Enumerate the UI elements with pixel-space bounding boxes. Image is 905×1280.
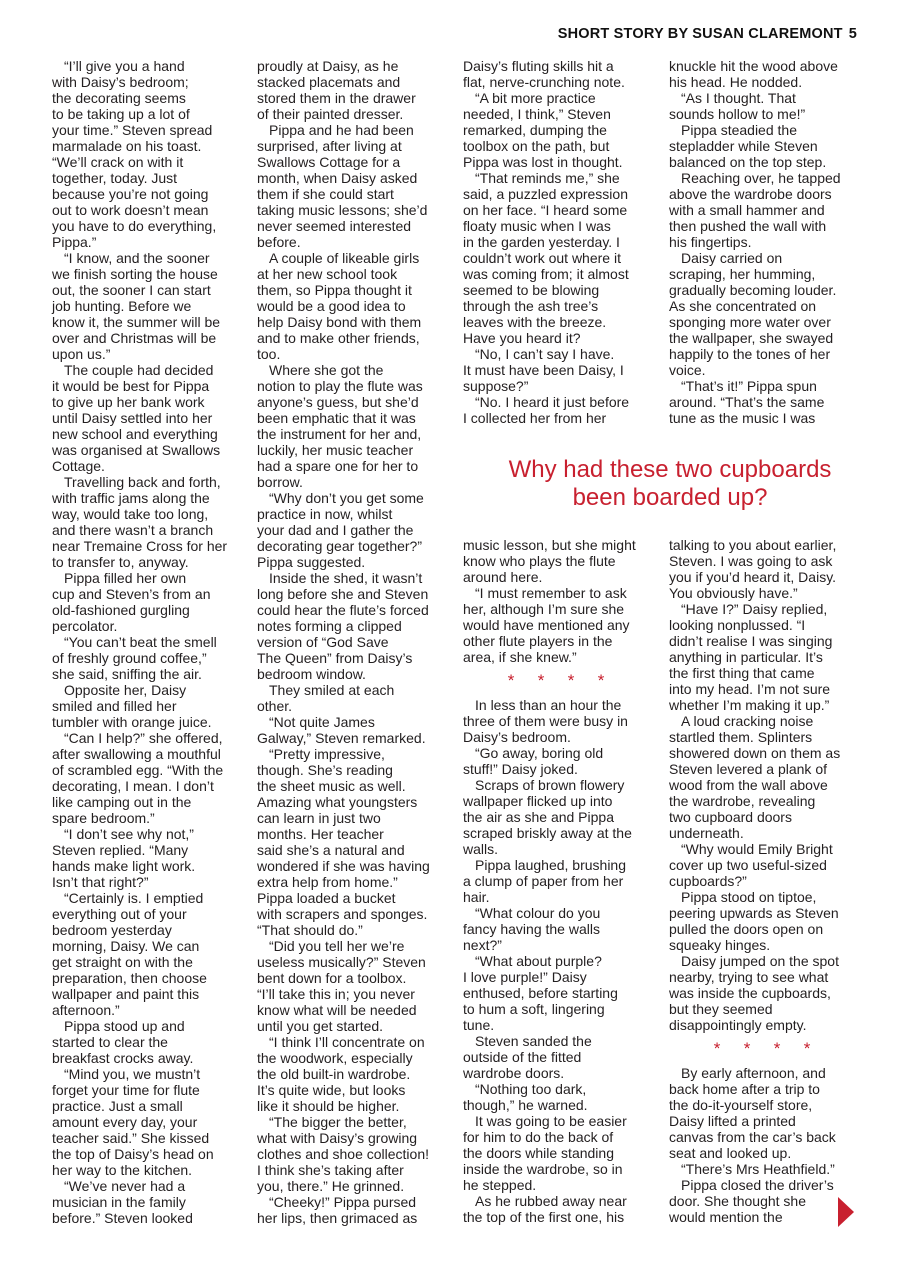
text-line: stepladder while Steven <box>669 138 818 154</box>
text-line: fancy having the walls <box>463 921 600 937</box>
text-line: nearby, trying to see what <box>669 969 829 985</box>
text-line: enthused, before starting <box>463 985 618 1001</box>
text-line: wondered if she was having <box>257 858 430 874</box>
text-line: seat and looked up. <box>669 1145 792 1161</box>
text-line: bedroom window. <box>257 666 366 682</box>
text-line: near Tremaine Cross for her <box>52 538 228 554</box>
text-line: underneath. <box>669 825 744 841</box>
text-line: looking nonplussed. “I <box>669 617 806 633</box>
text-line: “Have I?” Daisy replied, <box>681 601 828 617</box>
text-line: for him to do the back of <box>463 1129 614 1145</box>
text-line: clothes and shoe collection! <box>257 1146 429 1162</box>
text-line: of their painted dresser. <box>257 106 404 122</box>
text-line: stuff!” Daisy joked. <box>463 761 578 777</box>
text-line: “Cheeky!” Pippa pursed <box>269 1194 417 1210</box>
text-line: Where she got the <box>269 362 384 378</box>
text-column-4-bottom <box>669 537 855 1225</box>
text-line: As he rubbed away near <box>475 1193 627 1209</box>
text-line: you have to do everything, <box>52 218 217 234</box>
text-line: with scrapers and sponges. <box>257 906 428 922</box>
text-line: Inside the shed, it wasn’t <box>269 570 423 586</box>
text-line: the top of the first one, his <box>463 1209 625 1225</box>
text-line: Daisy lifted a printed <box>669 1113 796 1129</box>
text-line: afternoon.” <box>52 1002 120 1018</box>
text-line: you, there.” He grinned. <box>257 1178 405 1194</box>
text-line: amount every day, your <box>52 1114 198 1130</box>
text-line: “Not quite James <box>269 714 375 730</box>
text-line: to transfer to, anyway. <box>52 554 189 570</box>
text-line: over and Christmas will be <box>52 330 217 346</box>
text-line: old-fashioned gurgling <box>52 602 190 618</box>
text-line: had a spare one for her to <box>257 458 419 474</box>
text-line: the instrument for her and, <box>257 426 422 442</box>
text-line: like it should be higher. <box>257 1098 400 1114</box>
text-line: way, would take too long, <box>52 506 209 522</box>
text-line: of scrambled egg. “With the <box>52 762 224 778</box>
text-line: was inside the cupboards, <box>669 985 831 1001</box>
text-line: month, when Daisy asked <box>257 170 418 186</box>
text-line: Steven levered a plank of <box>669 761 827 777</box>
text-line: needed, I think,” Steven <box>463 106 611 122</box>
text-line: “I’ll give you a hand <box>64 58 185 74</box>
text-line: practice in now, whilst <box>257 506 393 522</box>
text-line: “Nothing too dark, <box>475 1081 587 1097</box>
text-line: decorating gear together?” <box>257 538 422 554</box>
text-line: to give up her bank work <box>52 394 205 410</box>
text-line: “No. I heard it just before <box>475 394 630 410</box>
text-line: “Can I help?” she offered, <box>64 730 223 746</box>
text-line: the old built-in wardrobe. <box>257 1066 411 1082</box>
text-line: practice. Just a small <box>52 1098 183 1114</box>
text-line: then pushed the wall with <box>669 218 827 234</box>
text-line: he stepped. <box>463 1177 537 1193</box>
page-header <box>558 26 857 42</box>
text-column-4-top <box>669 58 855 426</box>
text-line: his fingertips. <box>669 234 752 250</box>
text-line: would be a good idea to <box>257 298 406 314</box>
text-line: job hunting. Before we <box>52 298 192 314</box>
text-line: A loud cracking noise <box>681 713 814 729</box>
text-line: walls. <box>463 841 499 857</box>
text-line: and there wasn’t a branch <box>52 522 214 538</box>
text-line: remarked, dumping the <box>463 122 607 138</box>
text-line: into my head. I’m not sure <box>669 681 831 697</box>
text-line: before. <box>257 234 301 250</box>
text-line: next?” <box>463 937 502 953</box>
text-line: useless musically?” Steven <box>257 954 426 970</box>
text-line: though,” he warned. <box>463 1097 588 1113</box>
text-line: Steven replied. “Many <box>52 842 189 858</box>
text-line: could hear the flute’s forced <box>257 602 429 618</box>
text-line: wallpaper and paint this <box>52 986 200 1002</box>
text-line: bent down for a toolbox. <box>257 970 407 986</box>
text-line: cup and Steven’s from an <box>52 586 211 602</box>
text-line: though. She’s reading <box>257 762 393 778</box>
text-line: talking to you about earlier, <box>669 537 837 553</box>
text-line: toolbox on the path, but <box>463 138 610 154</box>
text-line: her lips, then grimaced as <box>257 1210 418 1226</box>
text-column-2 <box>257 58 443 1226</box>
text-line: know it, the summer will be <box>52 314 221 330</box>
text-line: you if you’d heard it, Daisy. <box>669 569 837 585</box>
text-line: scraping, her humming, <box>669 266 816 282</box>
text-line: would have mentioned any <box>463 617 630 633</box>
text-line: musician in the family <box>52 1194 186 1210</box>
text-line: back home after a trip to <box>669 1081 820 1097</box>
text-line: “We’ll crack on with it <box>52 154 184 170</box>
text-line: anything in particular. It’s <box>669 649 823 665</box>
text-line: “I must remember to ask <box>475 585 627 601</box>
text-line: know who plays the flute <box>463 553 616 569</box>
text-line: suppose?” <box>463 378 529 394</box>
text-line: sounds hollow to me!” <box>669 106 806 122</box>
text-line: other. <box>257 698 293 714</box>
text-line: couldn’t work out where it <box>463 250 621 266</box>
text-line: forget your time for flute <box>52 1082 200 1098</box>
text-line: whether I’m making it up.” <box>669 697 830 713</box>
header-title: SHORT STORY BY SUSAN CLAREMONT <box>557 26 843 42</box>
text-line: proudly at Daisy, as he <box>257 58 399 74</box>
text-line: version of “God Save <box>257 634 389 650</box>
text-line: before.” Steven looked <box>52 1210 193 1226</box>
text-line: “I don’t see why not,” <box>64 826 194 842</box>
text-line: new school and everything <box>52 426 218 442</box>
text-line: like camping out in the <box>52 794 192 810</box>
text-line: voice. <box>669 362 706 378</box>
text-line: out, the sooner I can start <box>52 282 211 298</box>
text-line: Pippa filled her own <box>64 570 187 586</box>
text-line: together, today. Just <box>52 170 178 186</box>
text-line: door. She thought she <box>669 1193 806 1209</box>
text-line: too. <box>257 346 281 362</box>
text-line: get straight on with the <box>52 954 193 970</box>
text-line: Pippa stood up and <box>64 1018 185 1034</box>
text-line: been emphatic that it was <box>257 410 416 426</box>
text-line: the top of Daisy’s head on <box>52 1146 214 1162</box>
text-line: other flute players in the <box>463 633 613 649</box>
text-line: Daisy jumped on the spot <box>681 953 839 969</box>
text-line: it would be best for Pippa <box>52 378 210 394</box>
text-line: I love purple!” Daisy <box>463 969 587 985</box>
text-line: tune as the music I was <box>669 410 816 426</box>
text-line: teacher said.” She kissed <box>52 1130 210 1146</box>
text-line: on her face. “I heard some <box>463 202 628 218</box>
text-line: them, so Pippa thought it <box>257 282 412 298</box>
star-ornament: * <box>537 671 545 690</box>
text-line: borrow. <box>257 474 303 490</box>
text-line: around. “That’s the same <box>669 394 825 410</box>
text-line: them if she could start <box>257 186 394 202</box>
text-line: help Daisy bond with them <box>257 314 422 330</box>
text-line: the first thing that came <box>669 665 815 681</box>
text-line: Pippa.” <box>52 234 97 250</box>
text-line: stored them in the drawer <box>257 90 416 106</box>
star-ornament: * <box>803 1039 811 1058</box>
text-column-3-top <box>463 58 649 426</box>
text-line: You obviously have.” <box>669 585 798 601</box>
pull-quote-line: Why had these two cupboards <box>508 456 832 483</box>
text-line: music lesson, but she might <box>463 537 636 553</box>
text-column-1 <box>52 58 238 1226</box>
text-line: said, a puzzled expression <box>463 186 628 202</box>
text-line: never seemed interested <box>257 218 412 234</box>
text-line: morning, Daisy. We can <box>52 938 200 954</box>
text-line: spare bedroom.” <box>52 810 155 826</box>
text-line: It’s quite wide, but looks <box>257 1082 406 1098</box>
text-line: squeaky hinges. <box>669 937 771 953</box>
text-line: the sheet music as well. <box>257 778 406 794</box>
text-line: It was going to be easier <box>475 1113 627 1129</box>
text-line: It must have been Daisy, I <box>463 362 624 378</box>
text-line: said she’s a natural and <box>257 842 405 858</box>
text-line: Daisy carried on <box>681 250 783 266</box>
text-line: “The bigger the better, <box>269 1114 407 1130</box>
text-line: know what will be needed <box>257 1002 417 1018</box>
text-line: tumbler with orange juice. <box>52 714 212 730</box>
text-line: smiled and filled her <box>52 698 177 714</box>
text-line: in the garden yesterday. I <box>463 234 620 250</box>
text-line: Galway,” Steven remarked. <box>257 730 426 746</box>
text-line: Pippa laughed, brushing <box>475 857 627 873</box>
text-line: Pippa loaded a bucket <box>257 890 396 906</box>
text-line: wardrobe doors. <box>463 1065 565 1081</box>
text-line: the wallpaper, she swayed <box>669 330 834 346</box>
text-line: Isn’t that right?” <box>52 874 149 890</box>
text-line: to be taking up a lot of <box>52 106 190 122</box>
text-line: I collected her from her <box>463 410 607 426</box>
text-line: out to work doesn’t mean <box>52 202 209 218</box>
text-line: “That should do.” <box>257 922 363 938</box>
text-line: Opposite her, Daisy <box>64 682 187 698</box>
text-line: Amazing what youngsters <box>257 794 418 810</box>
text-line: showered down on them as <box>669 745 841 761</box>
text-line: knuckle hit the wood above <box>669 58 838 74</box>
text-line: The couple had decided <box>64 362 214 378</box>
text-line: Cottage. <box>52 458 105 474</box>
text-line: Reaching over, he tapped <box>681 170 841 186</box>
text-line: Swallows Cottage for a <box>257 154 401 170</box>
text-line: can learn in just two <box>257 810 381 826</box>
text-line: Pippa and he had been <box>269 122 414 138</box>
text-line: scraped briskly away at the <box>463 825 632 841</box>
text-line: Daisy’s fluting skills hit a <box>463 58 614 74</box>
text-line: wallpaper flicked up into <box>463 793 613 809</box>
text-line: “I know, and the sooner <box>64 250 210 266</box>
text-line: upon us.” <box>52 346 111 362</box>
text-line: her way to the kitchen. <box>52 1162 193 1178</box>
text-line: the doors while standing <box>463 1145 614 1161</box>
text-line: happily to the tones of her <box>669 346 831 362</box>
text-line: seemed to be blowing <box>463 282 600 298</box>
text-line: and to make other friends, <box>257 330 420 346</box>
text-line: cover up two useful-sized <box>669 857 827 873</box>
text-line: surprised, after living at <box>257 138 402 154</box>
text-line: “What about purple? <box>475 953 602 969</box>
text-line: peering upwards as Steven <box>669 905 839 921</box>
text-line: didn’t realise I was singing <box>669 633 833 649</box>
continue-arrow-icon <box>838 1197 854 1227</box>
text-line: your time.” Steven spread <box>52 122 213 138</box>
text-line: “We’ve never had a <box>64 1178 186 1194</box>
text-line: “That reminds me,” she <box>475 170 620 186</box>
text-line: at her new school took <box>257 266 398 282</box>
section-break <box>669 1033 855 1065</box>
text-line: taking music lessons; she’d <box>257 202 428 218</box>
text-line: In less than an hour the <box>475 697 622 713</box>
star-ornament: * <box>773 1039 781 1058</box>
text-line: disappointingly empty. <box>669 1017 807 1033</box>
text-line: the woodwork, especially <box>257 1050 413 1066</box>
text-line: extra help from home.” <box>257 874 398 890</box>
text-line: “What colour do you <box>475 905 601 921</box>
text-line: Pippa was lost in thought. <box>463 154 623 170</box>
text-line: was coming from; it almost <box>463 266 629 282</box>
text-line: notes forming a clipped <box>257 618 402 634</box>
star-ornament: * <box>597 671 605 690</box>
text-line: floaty music when I was <box>463 218 611 234</box>
text-line: Daisy’s bedroom. <box>463 729 571 745</box>
text-line: long before she and Steven <box>257 586 429 602</box>
page-number: 5 <box>848 26 857 42</box>
text-line: “Mind you, we mustn’t <box>64 1066 201 1082</box>
text-line: “As I thought. That <box>681 90 796 106</box>
text-line: The Queen” from Daisy’s <box>257 650 413 666</box>
text-line: pulled the doors open on <box>669 921 824 937</box>
star-ornament: * <box>567 671 575 690</box>
text-line: Scraps of brown flowery <box>475 777 625 793</box>
text-line: above the wardrobe doors <box>669 186 832 202</box>
text-line: tune. <box>463 1017 495 1033</box>
text-line: “I think I’ll concentrate on <box>269 1034 425 1050</box>
text-line: They smiled at each <box>269 682 395 698</box>
text-line: “Did you tell her we’re <box>269 938 405 954</box>
text-line: she said, sniffing the air. <box>52 666 202 682</box>
text-line: wood from the wall above <box>669 777 828 793</box>
text-line: gradually becoming louder. <box>669 282 837 298</box>
text-line: because you’re not going <box>52 186 209 202</box>
text-line: breakfast crocks away. <box>52 1050 194 1066</box>
text-line: anyone’s guess, but she’d <box>257 394 419 410</box>
text-line: months. Her teacher <box>257 826 384 842</box>
text-line: was organised at Swallows <box>52 442 221 458</box>
text-line: the decorating seems <box>52 90 186 106</box>
text-line: with Daisy’s bedroom; <box>52 74 189 90</box>
text-line: started to clear the <box>52 1034 168 1050</box>
text-line: but they seemed <box>669 1001 773 1017</box>
text-line: leaves with the breeze. <box>463 314 607 330</box>
text-line: “Pretty impressive, <box>269 746 385 762</box>
text-line: By early afternoon, and <box>681 1065 826 1081</box>
star-ornament: * <box>743 1039 751 1058</box>
text-line: “There’s Mrs Heathfield.” <box>681 1161 835 1177</box>
text-line: two cupboard doors <box>669 809 792 825</box>
text-line: “Certainly is. I emptied <box>64 890 204 906</box>
text-line: her, although I’m sure she <box>463 601 625 617</box>
text-line: Pippa stood on tiptoe, <box>681 889 817 905</box>
text-line: percolator. <box>52 618 118 634</box>
text-line: with a small hammer and <box>669 202 825 218</box>
text-line: a clump of paper from her <box>463 873 624 889</box>
text-line: through the ash tree’s <box>463 298 599 314</box>
text-line: canvas from the car’s back <box>669 1129 836 1145</box>
text-line: your dad and I gather the <box>257 522 414 538</box>
text-line: flat, nerve-crunching note. <box>463 74 625 90</box>
text-line: “That’s it!” Pippa spun <box>681 378 817 394</box>
text-line: Pippa closed the driver’s <box>681 1177 834 1193</box>
text-line: cupboards?” <box>669 873 747 889</box>
text-line: I think she’s taking after <box>257 1162 404 1178</box>
text-line: the do-it-yourself store, <box>669 1097 813 1113</box>
text-line: Steven. I was going to ask <box>669 553 833 569</box>
text-line: what with Daisy’s growing <box>257 1130 418 1146</box>
text-line: decorating, I mean. I don’t <box>52 778 214 794</box>
text-line: stacked placemats and <box>257 74 401 90</box>
section-break <box>463 665 649 697</box>
text-line: Travelling back and forth, <box>64 474 221 490</box>
text-line: startled them. Splinters <box>669 729 813 745</box>
text-line: his head. He nodded. <box>669 74 803 90</box>
text-line: of freshly ground coffee,” <box>52 650 207 666</box>
text-line: three of them were busy in <box>463 713 628 729</box>
text-line: bedroom yesterday <box>52 922 172 938</box>
text-line: “No, I can’t say I have. <box>475 346 615 362</box>
text-line: outside of the fitted <box>463 1049 582 1065</box>
text-line: “Go away, boring old <box>475 745 604 761</box>
text-line: “Why don’t you get some <box>269 490 424 506</box>
text-line: notion to play the flute was <box>257 378 423 394</box>
text-line: until Daisy settled into her <box>52 410 213 426</box>
text-line: “I’ll take this in; you never <box>257 986 415 1002</box>
text-line: hair. <box>463 889 490 905</box>
text-column-3-bottom <box>463 537 649 1225</box>
text-line: inside the wardrobe, so in <box>463 1161 623 1177</box>
text-line: until you get started. <box>257 1018 384 1034</box>
star-ornament: * <box>507 671 515 690</box>
text-line: sponging more water over <box>669 314 831 330</box>
text-line: hands make light work. <box>52 858 196 874</box>
text-line: As she concentrated on <box>669 298 817 314</box>
text-line: Steven sanded the <box>475 1033 592 1049</box>
text-line: preparation, then choose <box>52 970 207 986</box>
text-line: marmalade on his toast. <box>52 138 202 154</box>
star-ornament: * <box>713 1039 721 1058</box>
text-line: Pippa steadied the <box>681 122 797 138</box>
text-line: we finish sorting the house <box>52 266 218 282</box>
text-line: Have you heard it? <box>463 330 581 346</box>
text-line: luckily, her music teacher <box>257 442 414 458</box>
pull-quote-line: been boarded up? <box>572 484 768 511</box>
text-line: the wardrobe, revealing <box>669 793 816 809</box>
text-line: around here. <box>463 569 543 585</box>
text-line: after swallowing a mouthful <box>52 746 221 762</box>
text-line: would mention the <box>669 1209 783 1225</box>
text-line: the air as she and Pippa <box>463 809 614 825</box>
text-line: area, if she knew.” <box>463 649 577 665</box>
text-line: balanced on the top step. <box>669 154 827 170</box>
text-line: “You can’t beat the smell <box>64 634 217 650</box>
text-line: “A bit more practice <box>475 90 596 106</box>
pull-quote <box>470 456 870 512</box>
text-line: Pippa suggested. <box>257 554 366 570</box>
text-line: with traffic jams along the <box>52 490 210 506</box>
text-line: to hum a soft, lingering <box>463 1001 605 1017</box>
text-line: everything out of your <box>52 906 187 922</box>
text-line: A couple of likeable girls <box>269 250 420 266</box>
text-line: “Why would Emily Bright <box>681 841 833 857</box>
